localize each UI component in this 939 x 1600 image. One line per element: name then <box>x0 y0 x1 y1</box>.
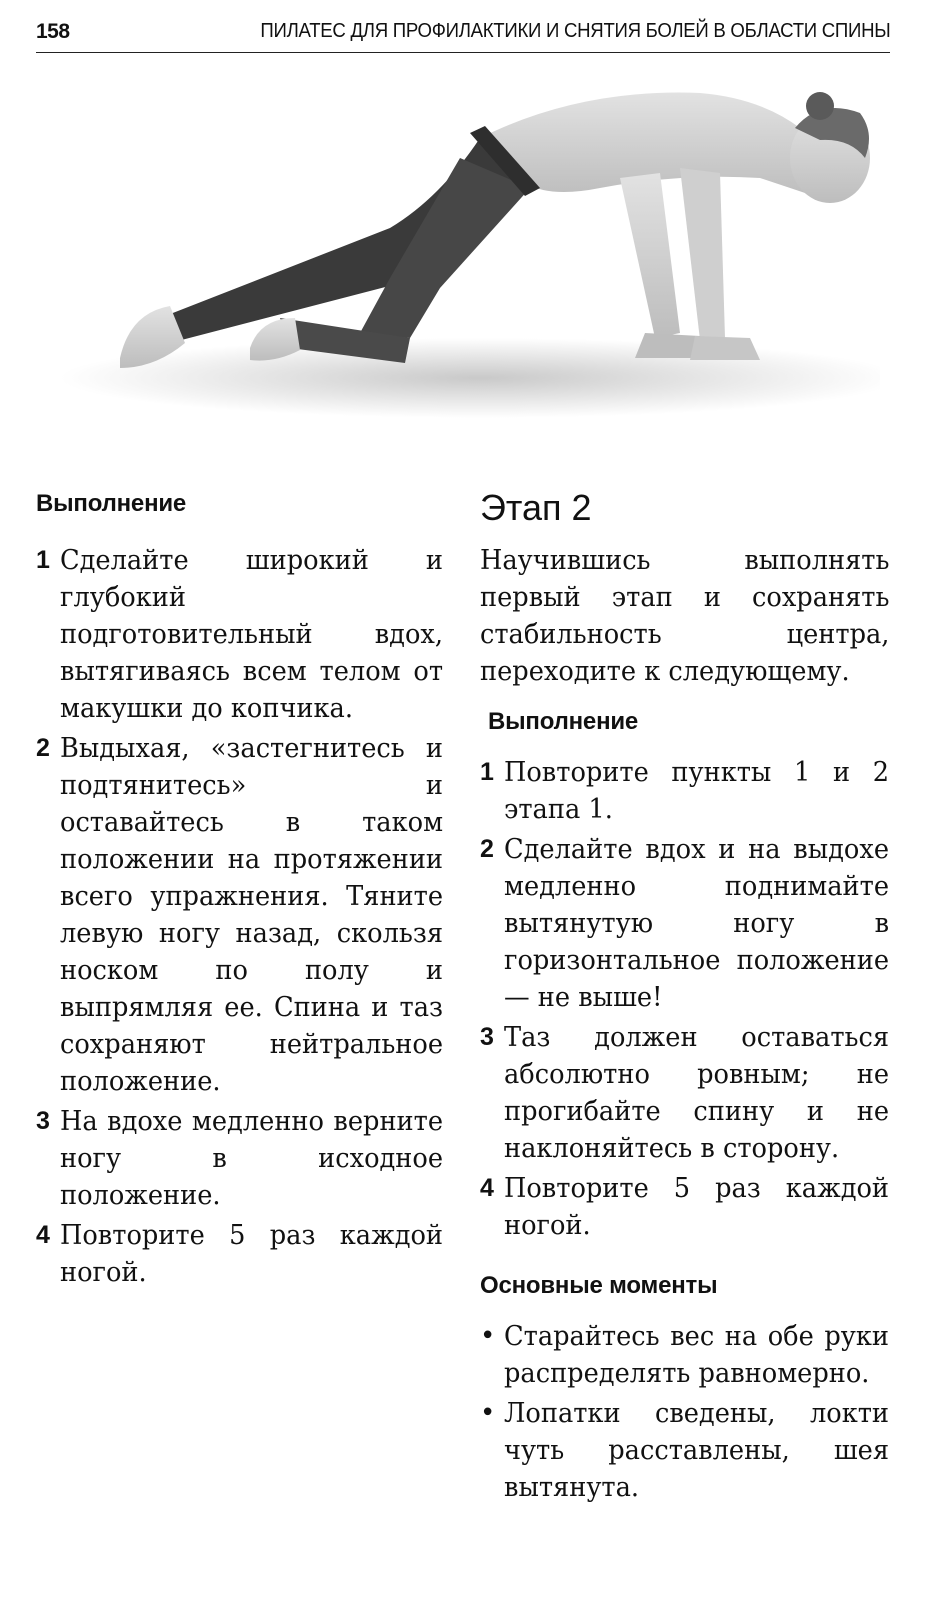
list-item <box>36 1103 444 1214</box>
pilates-exercise-photo <box>60 78 880 418</box>
step-text: На вдохе медленно верните ногу в исходное положение. <box>60 1106 444 1211</box>
steps-list-stage2 <box>480 754 890 1244</box>
step-number: 2 <box>36 734 50 762</box>
step-text: Повторите 5 раз каждой ногой. <box>504 1173 890 1241</box>
key-points-list <box>480 1318 890 1506</box>
left-column <box>36 490 444 1294</box>
bullet-icon: • <box>480 1321 496 1351</box>
step-text: Таз должен оставаться абсолютно ровным; не прогибайте спину и не наклоняйтесь в сторону. <box>504 1022 890 1164</box>
step-number: 1 <box>36 546 50 574</box>
step-number: 3 <box>480 1023 494 1051</box>
step-text: Выдыхая, «застегнитесь и подтянитесь» и оставайтесь в таком положении на протяжении всего упражнения. Тяните левую ногу назад, скользя носком по полу и выпрямляя ее. Спина и таз сохраняют нейтральное положение. <box>60 733 444 1097</box>
list-item <box>480 1395 890 1506</box>
list-item <box>36 730 444 1100</box>
steps-list-stage1 <box>36 542 444 1291</box>
step-text: Сделайте широкий и глубокий подготовительный вдох, вытягиваясь всем телом от макушки до копчика. <box>60 545 444 724</box>
step-text: Сделайте вдох и на выдохе медленно поднимайте вытянутую ногу в горизонтальное положение — не выше! <box>504 834 890 1013</box>
list-item <box>480 1318 890 1392</box>
list-item <box>480 754 890 828</box>
section-heading-key-points: Основные моменты <box>480 1272 718 1299</box>
running-title: ПИЛАТЕС ДЛЯ ПРОФИЛАКТИКИ И СНЯТИЯ БОЛЕЙ В ОБЛАСТИ СПИНЫ <box>259 20 890 42</box>
section-heading-execution: Выполнение <box>488 708 639 735</box>
step-text: Повторите 5 раз каждой ногой. <box>60 1220 444 1288</box>
step-number: 4 <box>480 1174 494 1202</box>
page-number: 158 <box>36 20 70 43</box>
key-point-text: Лопатки сведены, локти чуть расставлены, шея вытянута. <box>504 1398 890 1503</box>
list-item <box>480 831 890 1016</box>
right-column <box>480 487 890 1509</box>
list-item <box>36 1217 444 1291</box>
bullet-icon: • <box>480 1398 496 1428</box>
step-number: 1 <box>480 758 494 786</box>
list-item <box>36 542 444 727</box>
step-number: 2 <box>480 835 494 863</box>
step-text: Повторите пункты 1 и 2 этапа 1. <box>504 757 890 825</box>
key-point-text: Старайтесь вес на обе руки распределять равномерно. <box>504 1321 890 1389</box>
section-heading-execution: Выполнение <box>36 490 187 517</box>
page-header <box>36 14 890 53</box>
stage-intro: Научившись выполнять первый этап и сохранять стабильность центра, переходите к следующему. <box>480 545 890 687</box>
stage-title: Этап 2 <box>480 487 592 528</box>
list-item <box>480 1019 890 1167</box>
step-number: 4 <box>36 1221 50 1249</box>
list-item <box>480 1170 890 1244</box>
step-number: 3 <box>36 1107 50 1135</box>
